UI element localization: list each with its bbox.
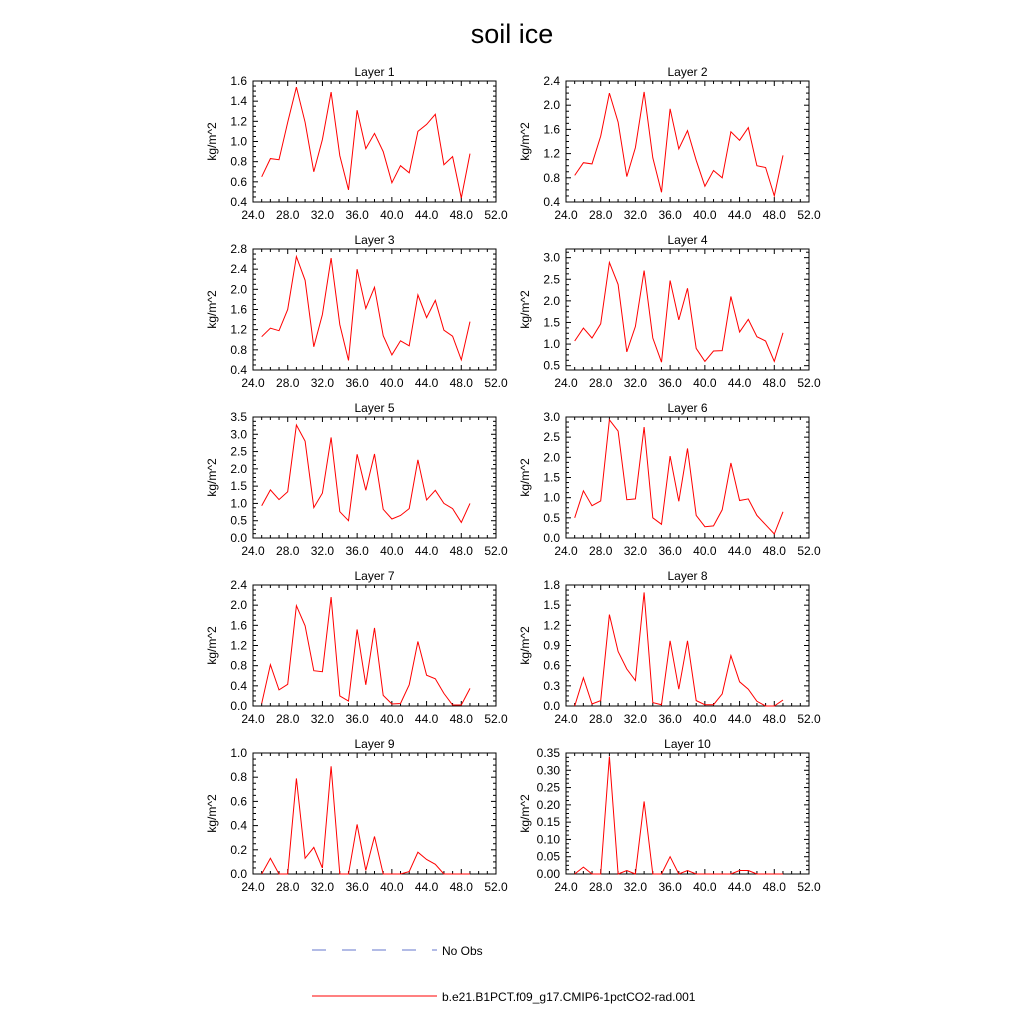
y-tick-label: 0.8 — [230, 342, 247, 357]
y-tick-label: 1.5 — [230, 479, 247, 494]
x-tick-label: 24.0 — [241, 880, 265, 894]
panel-title: Layer 5 — [354, 401, 395, 415]
legend-label-no-obs: No Obs — [442, 944, 483, 958]
x-tick-label: 32.0 — [623, 880, 648, 894]
panel-title: Layer 1 — [354, 65, 395, 79]
panel-title: Layer 8 — [667, 569, 708, 583]
y-axis-label: kg/m^2 — [518, 626, 532, 665]
y-axis-label: kg/m^2 — [205, 290, 219, 329]
panel-layer-3 — [205, 233, 508, 390]
x-tick-label: 24.0 — [554, 208, 578, 222]
legend — [312, 944, 696, 1004]
y-tick-label: 0.4 — [230, 678, 247, 693]
y-tick-label: 1.6 — [230, 618, 247, 633]
plot-frame — [566, 417, 809, 538]
y-axis-label: kg/m^2 — [205, 626, 219, 665]
x-tick-label: 36.0 — [345, 376, 369, 390]
legend-entry-no-obs — [312, 944, 483, 958]
y-tick-label: 0.4 — [230, 363, 247, 377]
y-tick-label: 0.30 — [536, 763, 560, 778]
y-axis-label: kg/m^2 — [518, 122, 532, 161]
x-tick-label: 40.0 — [693, 880, 717, 894]
y-tick-label: 1.6 — [230, 302, 247, 317]
y-tick-label: 1.4 — [230, 94, 247, 109]
y-tick-label: 0.10 — [536, 832, 560, 847]
y-tick-label: 0.6 — [230, 794, 247, 809]
x-tick-label: 52.0 — [484, 712, 508, 726]
x-tick-label: 48.0 — [762, 880, 786, 894]
x-tick-label: 48.0 — [449, 544, 473, 558]
x-tick-label: 24.0 — [554, 712, 578, 726]
y-tick-label: 0.05 — [536, 849, 560, 864]
series-line — [262, 257, 470, 361]
y-tick-label: 2.4 — [543, 74, 560, 88]
x-tick-label: 52.0 — [797, 376, 821, 390]
x-tick-label: 36.0 — [658, 376, 682, 390]
series-line — [575, 92, 783, 196]
y-tick-label: 0.8 — [230, 770, 247, 785]
y-tick-label: 1.0 — [543, 337, 560, 352]
legend-entry-model-run — [312, 990, 696, 1004]
x-tick-label: 28.0 — [276, 376, 300, 390]
x-tick-label: 44.0 — [727, 376, 752, 390]
y-tick-label: 0.0 — [543, 531, 560, 545]
x-tick-label: 52.0 — [484, 544, 508, 558]
panel-layer-7 — [205, 569, 508, 726]
y-tick-label: 0.6 — [230, 174, 247, 189]
x-tick-label: 32.0 — [623, 544, 648, 558]
y-tick-label: 0.5 — [543, 358, 560, 373]
panel-layer-6 — [518, 401, 821, 558]
x-tick-label: 24.0 — [241, 544, 265, 558]
x-tick-label: 52.0 — [797, 712, 821, 726]
series-line — [575, 420, 783, 534]
y-axis-label: kg/m^2 — [518, 290, 532, 329]
panel-layer-5 — [205, 401, 508, 558]
x-tick-label: 36.0 — [658, 880, 682, 894]
x-tick-label: 48.0 — [762, 376, 786, 390]
panel-title: Layer 4 — [667, 233, 708, 247]
x-tick-label: 44.0 — [727, 544, 752, 558]
y-tick-label: 2.0 — [543, 450, 560, 465]
x-tick-label: 52.0 — [484, 880, 508, 894]
x-tick-label: 48.0 — [449, 880, 473, 894]
y-tick-label: 0.0 — [543, 699, 560, 713]
y-tick-label: 3.0 — [543, 250, 560, 265]
y-tick-label: 0.00 — [536, 867, 560, 881]
y-tick-label: 2.8 — [230, 242, 247, 256]
x-tick-label: 36.0 — [658, 208, 682, 222]
x-tick-label: 24.0 — [554, 880, 578, 894]
x-tick-label: 52.0 — [797, 544, 821, 558]
y-tick-label: 0.4 — [543, 195, 560, 209]
x-tick-label: 48.0 — [762, 712, 786, 726]
x-tick-label: 40.0 — [380, 208, 404, 222]
y-tick-label: 1.2 — [230, 322, 247, 337]
x-tick-label: 52.0 — [797, 208, 821, 222]
series-line — [262, 597, 470, 705]
panel-layer-1 — [205, 65, 508, 222]
y-tick-label: 1.2 — [230, 638, 247, 653]
legend-label-model-run: b.e21.B1PCT.f09_g17.CMIP6-1pctCO2-rad.001 — [442, 990, 696, 1004]
series-line — [575, 592, 783, 706]
x-tick-label: 28.0 — [276, 712, 300, 726]
series-line — [262, 87, 470, 198]
x-tick-label: 28.0 — [589, 208, 613, 222]
panel-title: Layer 9 — [354, 737, 395, 751]
y-tick-label: 1.0 — [230, 746, 247, 760]
panel-layer-8 — [518, 569, 821, 726]
y-tick-label: 0.20 — [536, 797, 560, 812]
y-tick-label: 2.0 — [230, 598, 247, 613]
y-tick-label: 0.5 — [230, 513, 247, 528]
x-tick-label: 44.0 — [414, 880, 439, 894]
y-tick-label: 0.4 — [230, 818, 247, 833]
x-tick-label: 48.0 — [449, 376, 473, 390]
x-tick-label: 32.0 — [623, 712, 648, 726]
y-tick-label: 1.8 — [543, 578, 560, 592]
x-tick-label: 32.0 — [310, 376, 335, 390]
panel-title: Layer 2 — [667, 65, 708, 79]
panel-title: Layer 10 — [664, 737, 711, 751]
y-tick-label: 1.2 — [543, 618, 560, 633]
x-tick-label: 28.0 — [589, 712, 613, 726]
panel-title: Layer 3 — [354, 233, 395, 247]
x-tick-label: 40.0 — [693, 208, 717, 222]
y-tick-label: 3.5 — [230, 410, 247, 424]
x-tick-label: 32.0 — [310, 544, 335, 558]
y-tick-label: 2.0 — [543, 293, 560, 308]
plot-frame — [566, 81, 809, 202]
x-tick-label: 40.0 — [693, 376, 717, 390]
y-tick-label: 3.0 — [543, 410, 560, 424]
x-tick-label: 48.0 — [762, 208, 786, 222]
y-tick-label: 0.0 — [230, 531, 247, 545]
x-tick-label: 28.0 — [589, 376, 613, 390]
panel-title: Layer 6 — [667, 401, 708, 415]
plot-frame — [253, 81, 496, 202]
x-tick-label: 40.0 — [380, 376, 404, 390]
x-tick-label: 24.0 — [554, 544, 578, 558]
x-tick-label: 28.0 — [276, 880, 300, 894]
x-tick-label: 36.0 — [345, 880, 369, 894]
y-tick-label: 1.5 — [543, 470, 560, 485]
x-tick-label: 44.0 — [727, 712, 752, 726]
y-tick-label: 1.0 — [230, 496, 247, 511]
y-tick-label: 2.4 — [230, 262, 247, 277]
y-tick-label: 1.5 — [543, 598, 560, 613]
y-tick-label: 0.2 — [230, 842, 247, 857]
series-line — [575, 262, 783, 362]
y-tick-label: 0.8 — [230, 658, 247, 673]
y-tick-label: 3.0 — [230, 427, 247, 442]
x-tick-label: 40.0 — [380, 712, 404, 726]
y-tick-label: 2.5 — [543, 430, 560, 445]
x-tick-label: 24.0 — [241, 712, 265, 726]
y-axis-label: kg/m^2 — [205, 458, 219, 497]
x-tick-label: 48.0 — [449, 712, 473, 726]
y-tick-label: 1.0 — [230, 134, 247, 149]
y-axis-label: kg/m^2 — [518, 794, 532, 833]
y-tick-label: 0.35 — [536, 746, 560, 760]
panel-layer-4 — [518, 233, 821, 390]
x-tick-label: 40.0 — [380, 880, 404, 894]
series-line — [262, 766, 470, 874]
x-tick-label: 44.0 — [414, 208, 439, 222]
y-axis-label: kg/m^2 — [205, 122, 219, 161]
x-tick-label: 44.0 — [727, 208, 752, 222]
x-tick-label: 32.0 — [623, 208, 648, 222]
x-tick-label: 32.0 — [310, 880, 335, 894]
y-tick-label: 2.0 — [543, 98, 560, 113]
series-line — [575, 757, 783, 875]
panel-layer-2 — [518, 65, 821, 222]
x-tick-label: 32.0 — [623, 376, 648, 390]
figure-title: soil ice — [470, 19, 554, 49]
x-tick-label: 36.0 — [345, 712, 369, 726]
series-line — [262, 425, 470, 522]
y-tick-label: 1.5 — [543, 315, 560, 330]
y-axis-label: kg/m^2 — [518, 458, 532, 497]
panel-layer-9 — [205, 737, 508, 894]
y-tick-label: 0.0 — [230, 867, 247, 881]
y-tick-label: 0.3 — [543, 678, 560, 693]
x-tick-label: 40.0 — [380, 544, 404, 558]
y-tick-label: 1.2 — [543, 146, 560, 161]
y-tick-label: 2.5 — [230, 444, 247, 459]
x-tick-label: 24.0 — [241, 376, 265, 390]
y-tick-label: 0.8 — [543, 170, 560, 185]
y-tick-label: 2.0 — [230, 282, 247, 297]
x-tick-label: 24.0 — [554, 376, 578, 390]
x-tick-label: 52.0 — [484, 208, 508, 222]
x-tick-label: 44.0 — [414, 376, 439, 390]
plot-frame — [253, 249, 496, 370]
panel-title: Layer 7 — [354, 569, 395, 583]
y-tick-label: 1.6 — [230, 74, 247, 88]
x-tick-label: 44.0 — [727, 880, 752, 894]
x-tick-label: 40.0 — [693, 712, 717, 726]
panels — [205, 65, 821, 894]
x-tick-label: 28.0 — [589, 880, 613, 894]
x-tick-label: 32.0 — [310, 208, 335, 222]
y-tick-label: 0.0 — [230, 699, 247, 713]
y-axis-label: kg/m^2 — [205, 794, 219, 833]
y-tick-label: 2.5 — [543, 272, 560, 287]
x-tick-label: 36.0 — [658, 544, 682, 558]
x-tick-label: 48.0 — [449, 208, 473, 222]
x-tick-label: 28.0 — [276, 208, 300, 222]
x-tick-label: 48.0 — [762, 544, 786, 558]
plot-frame — [253, 585, 496, 706]
y-tick-label: 1.0 — [543, 490, 560, 505]
y-tick-label: 0.5 — [543, 510, 560, 525]
x-tick-label: 28.0 — [589, 544, 613, 558]
x-tick-label: 44.0 — [414, 712, 439, 726]
y-tick-label: 0.4 — [230, 195, 247, 209]
x-tick-label: 36.0 — [658, 712, 682, 726]
x-tick-label: 44.0 — [414, 544, 439, 558]
x-tick-label: 52.0 — [484, 376, 508, 390]
y-tick-label: 0.15 — [536, 815, 560, 830]
x-tick-label: 40.0 — [693, 544, 717, 558]
x-tick-label: 28.0 — [276, 544, 300, 558]
panel-layer-10 — [518, 737, 821, 894]
x-tick-label: 32.0 — [310, 712, 335, 726]
y-tick-label: 1.2 — [230, 114, 247, 129]
x-tick-label: 52.0 — [797, 880, 821, 894]
x-tick-label: 36.0 — [345, 208, 369, 222]
y-tick-label: 1.6 — [543, 122, 560, 137]
x-tick-label: 36.0 — [345, 544, 369, 558]
x-tick-label: 24.0 — [241, 208, 265, 222]
y-tick-label: 0.6 — [543, 658, 560, 673]
y-tick-label: 2.4 — [230, 578, 247, 592]
y-tick-label: 0.25 — [536, 780, 560, 795]
y-tick-label: 2.0 — [230, 461, 247, 476]
y-tick-label: 0.8 — [230, 154, 247, 169]
y-tick-label: 0.9 — [543, 638, 560, 653]
